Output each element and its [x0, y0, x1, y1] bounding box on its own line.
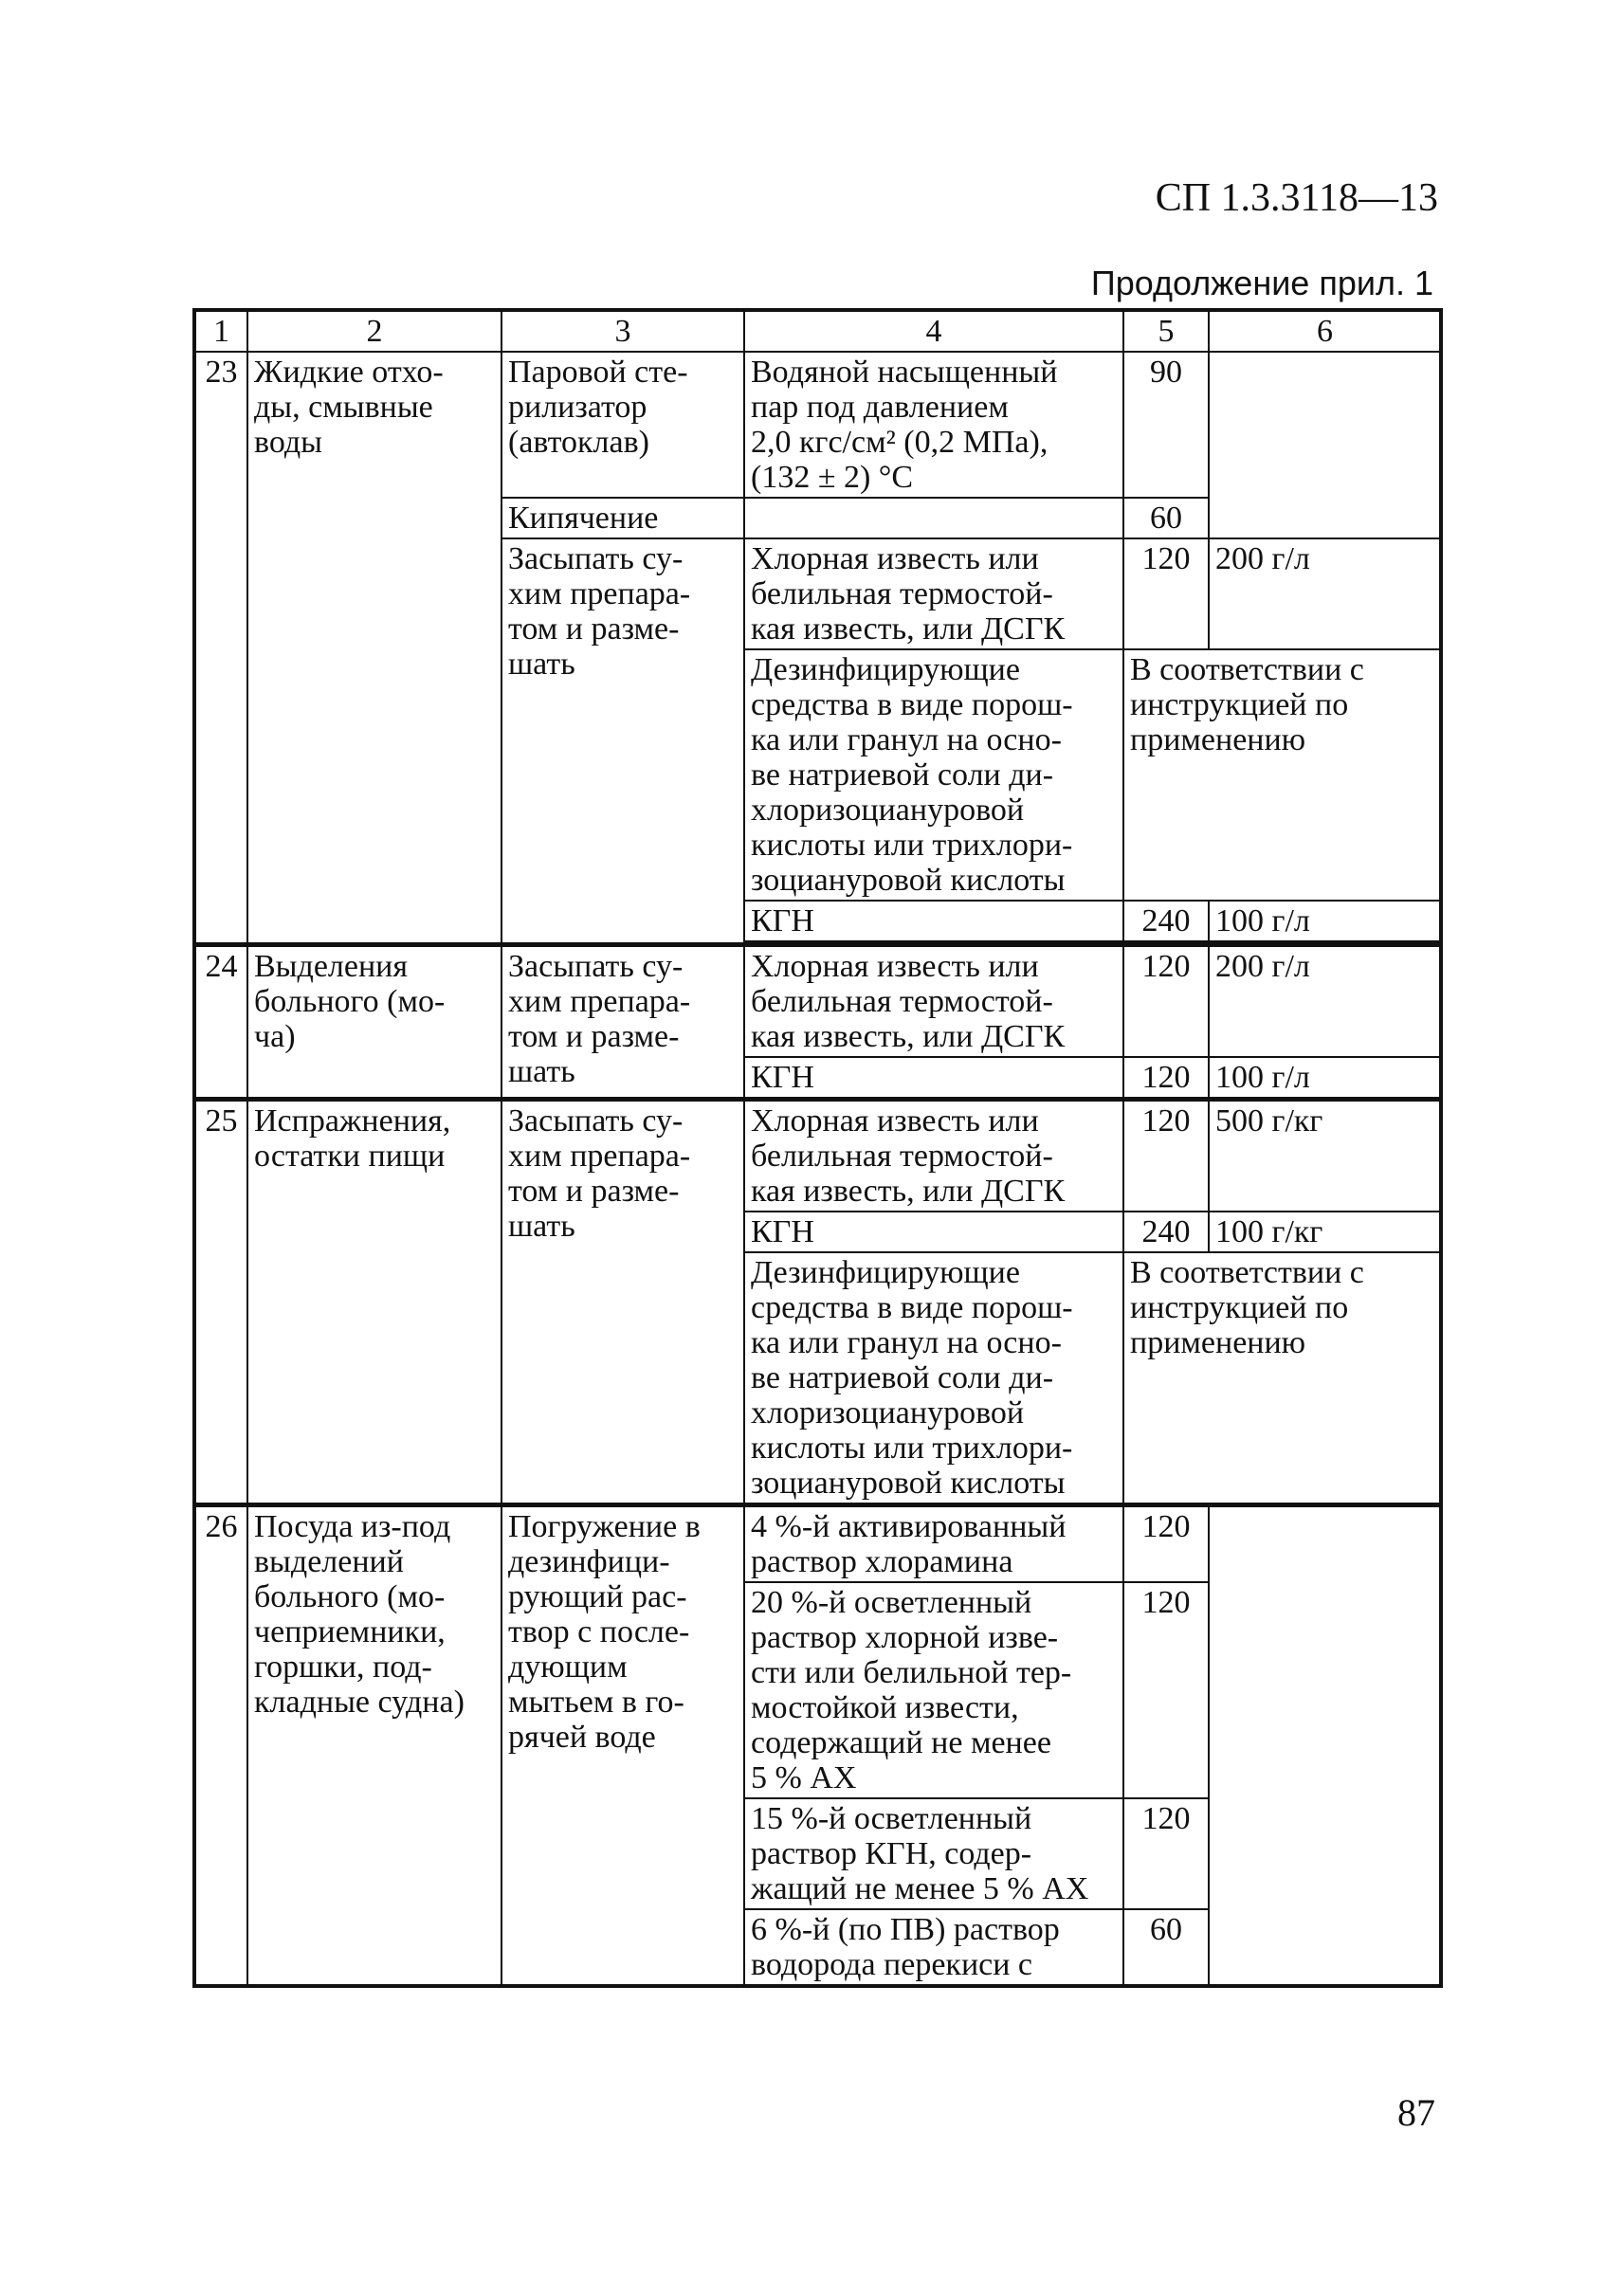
- agent-cell: Дезинфицирующие средства в виде порош- ка или гранул на осно- ве натриевой соли ди- хлоризоциануровой кислоты или трихлори- зоциануровой кислоты: [744, 1252, 1123, 1505]
- table-row: [194, 1505, 1441, 1583]
- time-cell: 60: [1123, 498, 1209, 538]
- column-header-6: 6: [1209, 310, 1441, 352]
- concentration-cell: [1209, 352, 1441, 538]
- time-cell: 240: [1123, 901, 1209, 941]
- column-header-1: 1: [194, 310, 247, 352]
- concentration-cell: 200 г/л: [1209, 945, 1441, 1058]
- agent-cell: 15 %-й осветленный раствор КГН, содер- жащий не менее 5 % АХ: [744, 1798, 1123, 1909]
- time-cell: 90: [1123, 352, 1209, 498]
- row-number: 25: [194, 1100, 247, 1505]
- concentration-cell: 100 г/л: [1209, 901, 1441, 941]
- agent-cell: [744, 498, 1123, 538]
- time-cell: 120: [1123, 1582, 1209, 1798]
- concentration-cell: 500 г/кг: [1209, 1100, 1441, 1212]
- agent-cell: Дезинфицирующие средства в виде порош- ка или гранул на осно- ве натриевой соли ди- хлоризоциануровой кислоты или трихлори- зоциануровой кислоты: [744, 649, 1123, 901]
- row-number: 24: [194, 945, 247, 1100]
- column-header-3: 3: [501, 310, 744, 352]
- agent-cell: 20 %-й осветленный раствор хлорной изве- сти или белильной тер- мостойкой извести, содержащий не менее 5 % АХ: [744, 1582, 1123, 1798]
- method-cell: Погружение в дезинфици- рующий рас- твор с после- дующим мытьем в го- рячей воде: [501, 1505, 744, 1987]
- column-header-2: 2: [247, 310, 501, 352]
- time-cell: 120: [1123, 1798, 1209, 1909]
- agent-cell: КГН: [744, 901, 1123, 941]
- agent-cell: Водяной насыщенный пар под давлением 2,0 кгс/см² (0,2 МПа), (132 ± 2) °С: [744, 352, 1123, 498]
- instruction-cell: В соответствии с инструкцией по применению: [1123, 1252, 1441, 1505]
- object-cell: Жидкие отхо- ды, смывные воды: [247, 352, 501, 945]
- continuation-label: Продолжение прил. 1: [1090, 264, 1433, 302]
- instruction-cell: В соответствии с инструкцией по применению: [1123, 649, 1441, 901]
- time-cell: 120: [1123, 1505, 1209, 1583]
- time-cell: 60: [1123, 1909, 1209, 1986]
- method-cell: Засыпать су- хим препара- том и разме- шать: [501, 1100, 744, 1505]
- agent-cell: 6 %-й (по ПВ) раствор водорода перекиси с: [744, 1909, 1123, 1986]
- object-cell: Посуда из-под выделений больного (мо- чеприемники, горшки, под- кладные судна): [247, 1505, 501, 1987]
- agent-cell: 4 %-й активированный раствор хлорамина: [744, 1505, 1123, 1583]
- concentration-cell: 100 г/л: [1209, 1057, 1441, 1100]
- time-cell: 240: [1123, 1212, 1209, 1252]
- agent-cell: Хлорная известь или белильная термостой- кая известь, или ДСГК: [744, 945, 1123, 1058]
- agent-cell: Хлорная известь или белильная термостой- кая известь, или ДСГК: [744, 538, 1123, 649]
- concentration-cell: 100 г/кг: [1209, 1212, 1441, 1252]
- agent-cell: Хлорная известь или белильная термостой- кая известь, или ДСГК: [744, 1100, 1123, 1212]
- method-cell: Засыпать су- хим препара- том и разме- шать: [501, 538, 744, 945]
- concentration-cell: 200 г/л: [1209, 538, 1441, 649]
- method-cell: Засыпать су- хим препара- том и разме- шать: [501, 945, 744, 1100]
- row-number: 26: [194, 1505, 247, 1987]
- object-cell: Испражнения, остатки пищи: [247, 1100, 501, 1505]
- method-cell: Кипячение: [501, 498, 744, 538]
- concentration-cell: [1209, 1505, 1441, 1987]
- table-row: [194, 945, 1441, 1058]
- time-cell: 120: [1123, 945, 1209, 1058]
- time-cell: 120: [1123, 1057, 1209, 1100]
- agent-cell: КГН: [744, 1212, 1123, 1252]
- table-row: [194, 1100, 1441, 1212]
- method-cell: Паровой сте- рилизатор (автоклав): [501, 352, 744, 498]
- column-header-5: 5: [1123, 310, 1209, 352]
- disinfection-table: [192, 308, 1443, 1988]
- column-header-4: 4: [744, 310, 1123, 352]
- time-cell: 120: [1123, 1100, 1209, 1212]
- document-code: СП 1.3.3118—13: [1155, 176, 1438, 220]
- agent-cell: КГН: [744, 1057, 1123, 1100]
- column-header-row: [194, 310, 1441, 352]
- time-cell: 120: [1123, 538, 1209, 649]
- page-number: 87: [1397, 2091, 1435, 2134]
- object-cell: Выделения больного (мо- ча): [247, 945, 501, 1100]
- table-row: [194, 352, 1441, 498]
- row-number: 23: [194, 352, 247, 945]
